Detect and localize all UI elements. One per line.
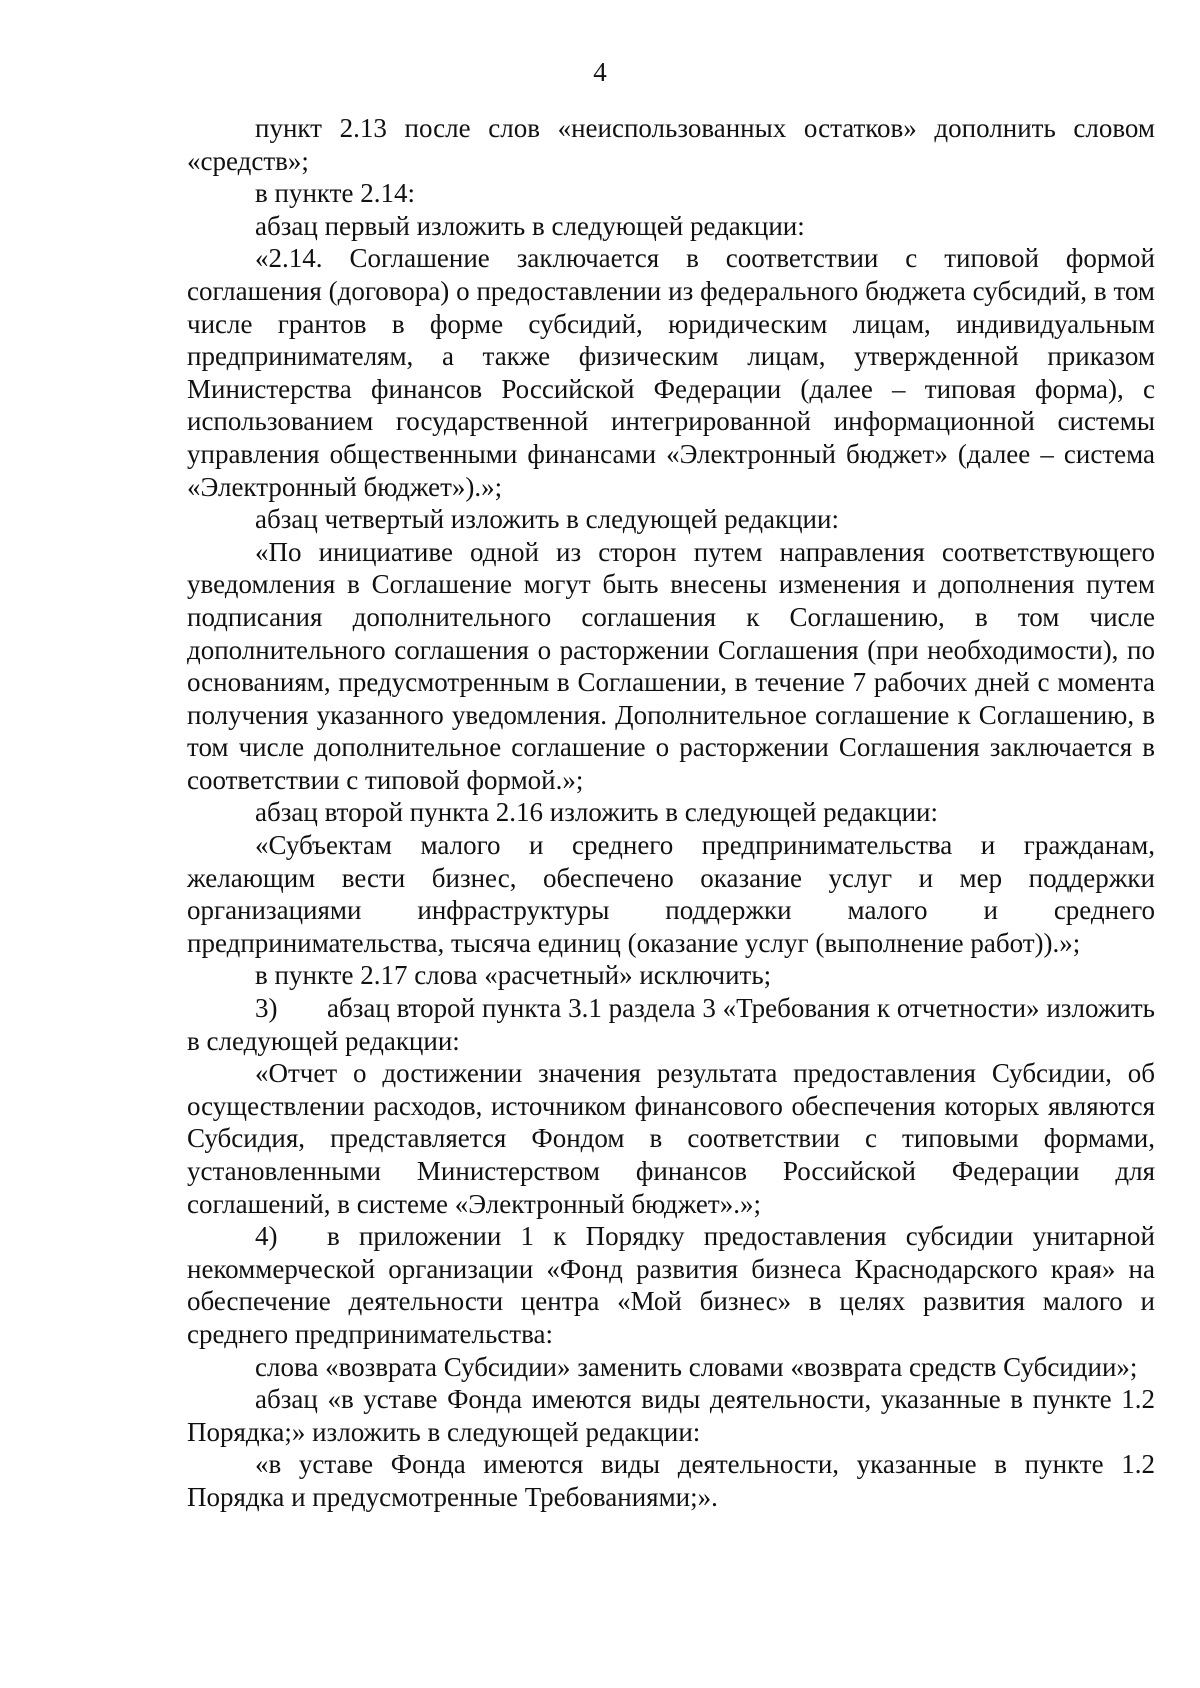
paragraph: «2.14. Соглашение заключается в соответствии с типовой формой соглашения (договора) о предоставлении из федерального бюджета субсидий, в том числе грантов в форме субсидий, юридическим лицам, индивидуальным предпринимателям, а также физическим лицам, утвержденной приказом Министерства финансов Российской Федерации (далее – типовая форма), с использованием государственной интегрированной информационной системы управления общественными финансами «Электронный бюджет» (далее – система «Электронный бюджет»).»;: [187, 243, 1155, 502]
list-number: 4): [255, 1221, 278, 1252]
numbered-paragraph: [187, 992, 1155, 1057]
document-body: [187, 112, 1155, 1514]
paragraph: «Отчет о достижении значения результата предоставления Субсидии, об осуществлении расходов, источником финансового обеспечения которых являются Субсидия, представляется Фондом в соответствии с типовыми формами, установленными Министерством финансов Российской Федерации для соглашений, в системе «Электронный бюджет».»;: [187, 1058, 1155, 1219]
paragraph: абзац второй пункта 2.16 изложить в следующей редакции:: [255, 797, 938, 828]
paragraph: слова «возврата Субсидии» заменить словами «возврата средств Субсидии»;: [255, 1351, 1138, 1382]
paragraph: «Субъектам малого и среднего предпринимательства и гражданам, желающим вести бизнес, обеспечено оказание услуг и мер поддержки организациями инфраструктуры поддержки малого и среднего предпринимательства, тысяча единиц (оказание услуг (выполнение работ)).»;: [187, 830, 1155, 958]
page-number: 4: [593, 57, 607, 87]
paragraph: «в уставе Фонда имеются виды деятельности, указанные в пункте 1.2 Порядка и предусмотренные Требованиями;».: [187, 1449, 1155, 1512]
paragraph: абзац «в уставе Фонда имеются виды деятельности, указанные в пункте 1.2 Порядка;» изложить в следующей редакции:: [187, 1384, 1155, 1447]
paragraph: «По инициативе одной из сторон путем направления соответствующего уведомления в Соглашение могут быть внесены изменения и дополнения путем подписания дополнительного соглашения к Соглашению, в том числе дополнительного соглашения о расторжении Соглашения (при необходимости), по основаниям, предусмотренным в Соглашении, в течение 7 рабочих дней с момента получения указанного уведомления. Дополнительное соглашение к Соглашению, в том числе дополнительное соглашение о расторжении Соглашения заключается в соответствии с типовой формой.»;: [187, 536, 1155, 795]
paragraph: пункт 2.13 после слов «неиспользованных остатков» дополнить словом «средств»;: [187, 113, 1155, 176]
paragraph-text: в приложении 1 к Порядку предоставления субсидии унитарной некоммерческой организации «Фонд развития бизнеса Краснодарского края» на обеспечение деятельности центра «Мой бизнес» в целях развития малого и среднего предпринимательства:: [187, 1221, 1155, 1349]
paragraph: в пункте 2.17 слова «расчетный» исключить;: [255, 960, 772, 991]
paragraph: абзац четвертый изложить в следующей редакции:: [255, 504, 839, 535]
paragraph: абзац первый изложить в следующей редакции:: [255, 210, 805, 241]
numbered-paragraph: [187, 1220, 1155, 1350]
paragraph: в пункте 2.14:: [255, 178, 415, 209]
list-number: 3): [255, 993, 278, 1024]
paragraph-text: абзац второй пункта 3.1 раздела 3 «Требования к отчетности» изложить в следующей редакции:: [187, 993, 1155, 1056]
